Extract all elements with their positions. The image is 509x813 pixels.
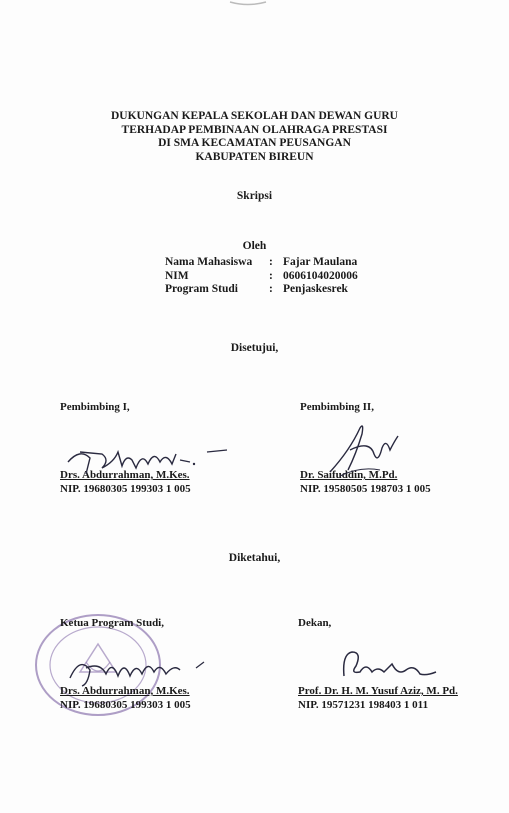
signature-3 bbox=[66, 650, 216, 690]
separator: : bbox=[269, 256, 273, 268]
student-info bbox=[165, 256, 358, 297]
program-head-role: Ketua Program Studi, bbox=[60, 617, 164, 629]
student-name-row bbox=[165, 256, 358, 270]
title-line-2: TERHADAP PEMBINAAN OLAHRAGA PRESTASI bbox=[121, 123, 388, 136]
student-name-label: Nama Mahasiswa bbox=[165, 256, 253, 268]
thesis-title bbox=[0, 110, 509, 164]
oleh-label: Oleh bbox=[242, 240, 267, 252]
student-prodi-value: Penjaskesrek bbox=[283, 283, 348, 295]
dean-name: Prof. Dr. H. M. Yusuf Aziz, M. Pd. bbox=[298, 685, 458, 697]
student-name-value: Fajar Maulana bbox=[283, 256, 358, 268]
student-nim-label: NIM bbox=[165, 269, 189, 282]
dean-nip: NIP. 19571231 198403 1 011 bbox=[298, 699, 429, 711]
signature-4 bbox=[336, 644, 446, 684]
supervisor-1-name: Drs. Abdurrahman, M.Kes. bbox=[60, 469, 190, 481]
student-nim-value: 0606104020006 bbox=[283, 269, 358, 282]
approved-label: Disetujui, bbox=[230, 342, 279, 354]
program-head-name: Drs. Abdurrahman, M.Kes. bbox=[60, 685, 190, 697]
title-line-4: KABUPATEN BIREUN bbox=[195, 150, 314, 163]
supervisor-1-role: Pembimbing I, bbox=[60, 401, 130, 413]
acknowledged-label: Diketahui, bbox=[228, 552, 281, 564]
dean-role: Dekan, bbox=[298, 617, 332, 629]
page-edge-mark bbox=[228, 0, 268, 8]
signature-2 bbox=[320, 420, 410, 480]
document-type: Skripsi bbox=[236, 190, 273, 202]
supervisor-2-role: Pembimbing II, bbox=[300, 401, 374, 413]
supervisor-1-nip: NIP. 19680305 199303 1 005 bbox=[60, 483, 191, 495]
separator: : bbox=[269, 269, 273, 282]
title-line-1: DUKUNGAN KEPALA SEKOLAH DAN DEWAN GURU bbox=[111, 110, 398, 122]
signature-1 bbox=[62, 440, 232, 478]
supervisor-2-nip: NIP. 19580505 198703 1 005 bbox=[300, 483, 431, 495]
title-line-3: DI SMA KECAMATAN PEUSANGAN bbox=[158, 137, 351, 149]
student-prodi-label: Program Studi bbox=[165, 283, 238, 295]
student-nim-row bbox=[165, 270, 358, 284]
supervisor-2-name: Dr. Saifuddin, M.Pd. bbox=[300, 469, 398, 481]
program-head-nip: NIP. 19680305 199303 1 005 bbox=[60, 699, 191, 711]
student-prodi-row bbox=[165, 283, 358, 297]
separator: : bbox=[269, 283, 273, 295]
